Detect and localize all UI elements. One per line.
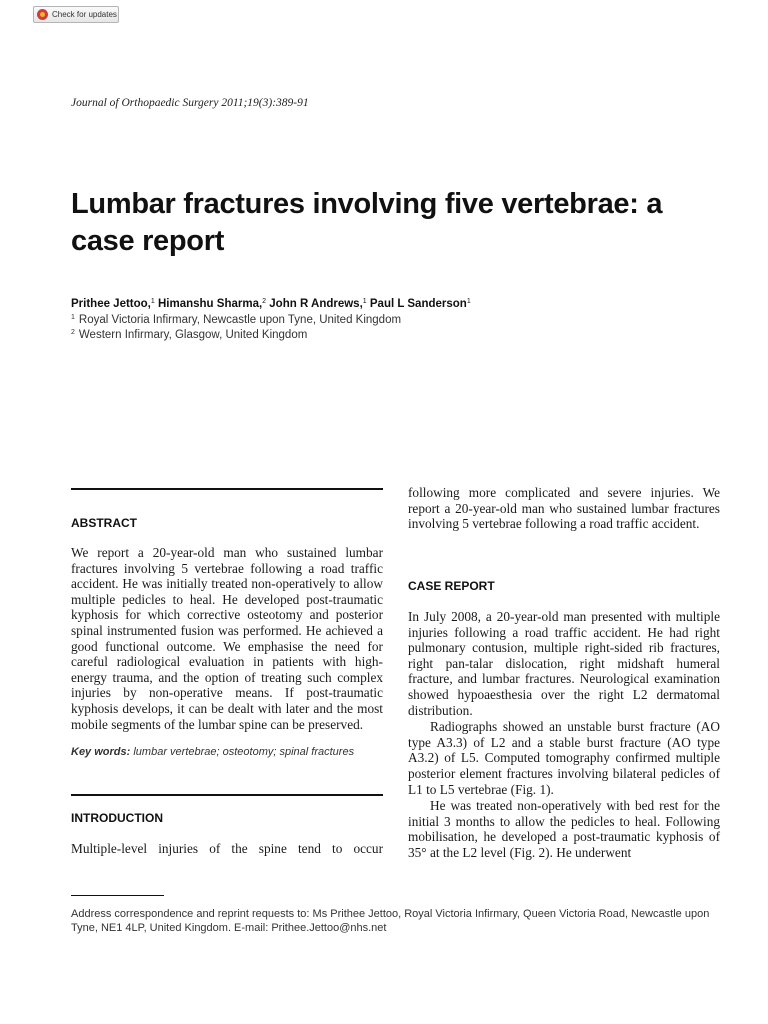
case-report-paragraph: Radiographs showed an unstable burst fracture (AO type A3.3) of L2 and a stable burst fracture (AO type A3.2) of L5. Computed tomography confirmed multiple posterior element fractures involving bilateral pedicles of L1 to L5 vertebrae (Fig. 1). <box>408 719 720 797</box>
introduction-continued <box>408 485 720 532</box>
introduction-text-continued: following more complicated and severe injuries. We report a 20-year-old man who sustained lumbar fractures involving 5 vertebrae following a road traffic accident. <box>408 485 720 532</box>
affiliation-text: Western Infirmary, Glasgow, United Kingdom <box>78 329 308 341</box>
crossmark-icon <box>37 9 48 20</box>
author-affil-marker: 2 <box>262 298 267 305</box>
keywords-label: Key words: <box>71 746 131 759</box>
affiliation-marker: 1 <box>71 314 75 321</box>
affiliation <box>71 329 307 341</box>
correspondence-footnote <box>71 907 721 935</box>
author-affil-marker: 1 <box>362 298 367 305</box>
author-name: Himanshu Sharma, <box>154 298 263 310</box>
case-report-heading: CASE REPORT <box>408 579 495 593</box>
check-for-updates-label: Check for updates <box>52 10 117 19</box>
journal-citation: Journal of Orthopaedic Surgery 2011;19(3):389-91 <box>71 97 309 109</box>
introduction-section <box>71 811 383 857</box>
footnote-rule <box>71 895 164 896</box>
author-name: John R Andrews, <box>266 298 363 310</box>
correspondence-text: Address correspondence and reprint requests to: Ms Prithee Jettoo, Royal Victoria Infirmary, Queen Victoria Road, Newcastle upon Tyne, NE1 4LP, United Kingdom. E-mail: Prithee.Jettoo@nhs.net <box>71 908 710 934</box>
case-report-section <box>408 579 720 861</box>
author-affil-marker: 1 <box>150 298 155 305</box>
author-affil-marker: 1 <box>466 298 471 305</box>
keywords <box>71 746 383 758</box>
introduction-text-start: Multiple-level injuries of the spine tend to occur <box>71 841 383 856</box>
abstract-heading: ABSTRACT <box>71 516 137 530</box>
abstract-text: We report a 20-year-old man who sustained lumbar fractures involving 5 vertebrae following a road traffic accident. He was initially treated non-operatively to allow multiple pedicles to heal. He developed post-traumatic kyphosis for which corrective osteotomy and posterior spinal instrumented fusion was performed. He achieved a good functional outcome. We emphasise the need for careful radiological evaluation in patients with high-energy trauma, and the option of treating such complex injuries by non-operative means. If post-traumatic kyphosis develops, it can be dealt with later and the most mobile segments of the lumbar spine can be preserved. <box>71 545 383 732</box>
introduction-heading: INTRODUCTION <box>71 811 163 825</box>
case-report-paragraph: He was treated non-operatively with bed rest for the initial 3 months to allow the pedicles to heal. Following mobilisation, he developed a post-traumatic kyphosis of 35° at the L2 level (Fig. 2). He underwent <box>408 798 720 860</box>
affiliation-marker: 2 <box>71 329 75 336</box>
check-for-updates-button[interactable] <box>33 6 119 23</box>
affiliation <box>71 314 401 326</box>
author-name: Paul L Sanderson <box>366 298 467 310</box>
abstract-top-rule <box>71 488 383 490</box>
case-report-paragraph: In July 2008, a 20-year-old man presented with multiple injuries following a road traffic accident. He had right pulmonary contusion, multiple right-sided rib fractures, right pan-talar dislocation, right midshaft humeral fracture, and lumbar fractures. Neurological examination showed hypoaesthesia over the right L2 dermatomal distribution. <box>408 609 720 718</box>
affiliation-text: Royal Victoria Infirmary, Newcastle upon Tyne, United Kingdom <box>78 314 402 326</box>
author-name: Prithee Jettoo, <box>71 298 151 310</box>
abstract-section <box>71 516 383 758</box>
abstract-bottom-rule <box>71 794 383 796</box>
author-list <box>71 298 471 310</box>
article-title: Lumbar fractures involving five vertebrae: a case report <box>71 188 663 257</box>
keywords-text: lumbar vertebrae; osteotomy; spinal fractures <box>133 746 355 759</box>
